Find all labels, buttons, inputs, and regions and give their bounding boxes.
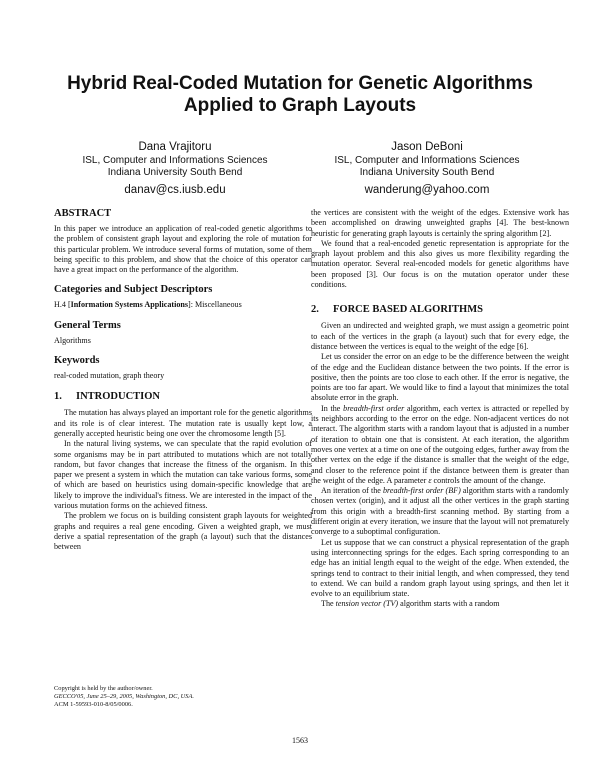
force-paragraph: Let us suppose that we can construct a physical representation of the graph using interconnecting springs for the edges. Each spring corresponding to an edge has an initial length equal to the weight of the edge. When extended, the springs tend to contract to their initial length, and when compressed, they tend to extend. We can build a random graph layout using springs, and then let it evolve to an equilibrium state. — [311, 537, 569, 599]
force-paragraph: The tension vector (TV) algorithm starts with a random — [321, 599, 500, 609]
author-institution: Indiana University South Bend — [359, 167, 495, 178]
right-column — [311, 208, 569, 610]
categories-text: H.4 [Information Systems Applications]: Miscellaneous — [54, 300, 242, 310]
keywords-heading: Keywords — [54, 355, 100, 367]
force-heading: 2. FORCE BASED ALGORITHMS — [311, 304, 483, 316]
author-block-1 — [50, 140, 300, 198]
page-number: 1563 — [292, 736, 308, 745]
author-affiliation: ISL, Computer and Informations Sciences — [334, 155, 520, 166]
author-institution: Indiana University South Bend — [107, 167, 243, 178]
force-paragraph: Given an undirected and weighted graph, we must assign a geometric point to each of the vertices in the graph (a layout) such that for every edge, the distance between the vertices is equal to the weight of the edge [6]. — [311, 321, 569, 351]
force-paragraph: In the breadth-first order algorithm, each vertex is attracted or repelled by its neighbors according to the error on the edge. Non-adjacent vertices do not interact. The algorithm starts with a random layout that is adjusted in a number of iteration to obtain one that is consistent. At each iteration, the algorithm moves one vertex at a time on one of the outgoing edges, further away from the other vertex on the edge if the distance is smaller that the weight of the edge, and closer to the reference point if the distance between them is greater than the weight of the edge. A parameter ε controls the amount of the change. — [311, 403, 570, 485]
intro-paragraph: In the natural living systems, we can speculate that the rapid evolution of some organisms may be in part attributed to mutations which are not totally random, but favor changes that increase the fitness of the organism. In this paper we present a system in which the mutation can take various forms, some of which are based on heuristics using domain-specific knowledge that are likely to improve the individual's fitness. We are interested in the impact of the various mutation forms on the achieved fitness. — [54, 439, 312, 511]
copyright-notice: Copyright is held by the author/owner. GECCO'05, June 25–29, 2005, Washington, DC, USA. ACM 1-59593-010-8/05/0006. — [54, 685, 194, 708]
intro-paragraph: The problem we focus on is building consistent graph layouts for weighted graphs and requires a real gene encoding. Given a weighted graph, we must derive a spatial representation of the graph (a layout) such that the distances between — [54, 511, 312, 552]
intro-continued: the vertices are consistent with the weight of the edges. Extensive work has been accomplished on drawing unweighted graphs [4]. The best-known heuristic for generating graph layouts is certainly the spring algorithm [2]. — [311, 208, 569, 238]
author-name: Dana Vrajitoru — [138, 141, 212, 153]
categories-heading: Categories and Subject Descriptors — [54, 284, 213, 296]
force-paragraph: Let us consider the error on an edge to be the difference between the weight of the edge and the Euclidean distance between the two points. If the error is positive, then the points are too close to each other. If the error is negative, the points are too far apart. We would like to find a layout that minimizes the total absolute error in the graph. — [311, 352, 569, 403]
force-paragraph: An iteration of the breadth-first order (BF) algorithm starts with a randomly chosen vertex (origin), and it adjust all the other vertices in the graph starting from this origin with a breadth-first scanning method. By starting from a different origin at every iteration, we insure that the layout will not prematurely converge to a suboptimal configuration. — [311, 486, 569, 537]
intro-paragraph: The mutation has always played an important role for the genetic algorithms and its role is of clear interest. The mutation rate is usually kept low, a generally accepted heuristic being one over the chromosome length [5]. — [54, 408, 312, 438]
author-affiliation: ISL, Computer and Informations Sciences — [82, 155, 268, 166]
intro-heading: 1. INTRODUCTION — [54, 391, 161, 403]
intro-paragraph: We found that a real-encoded genetic representation is appropriate for the graph layout problem and this also gives us more flexibility regarding the mutation operator. Several real-encoded models for genetic algorithms have been proposed [3]. Our focus is on the mutation operator under these conditions. — [311, 238, 569, 290]
abstract-text: In this paper we introduce an application of real-coded genetic algorithms to the problem of consistent graph layout and exploring the role of mutation for this particular problem. We introduce several forms of mutation, some of them being specific to this problem, and show that the choice of this operator can have a great impact on the performance of the algorithm. — [54, 224, 312, 275]
paper-title — [0, 73, 600, 117]
keywords-text: real-coded mutation, graph theory — [54, 371, 165, 381]
author-block-2 — [302, 140, 552, 198]
left-column — [54, 208, 312, 553]
author-email[interactable]: wanderung@yahoo.com — [364, 184, 490, 196]
general-terms-heading: General Terms — [54, 319, 121, 331]
general-terms-text: Algorithms — [54, 335, 91, 345]
author-email[interactable]: danav@cs.iusb.edu — [124, 184, 226, 196]
author-name: Jason DeBoni — [391, 141, 463, 153]
title-line-1: Hybrid Real-Coded Mutation for Genetic Algorithms — [67, 73, 533, 94]
abstract-heading: ABSTRACT — [54, 208, 112, 219]
title-line-2: Applied to Graph Layouts — [183, 95, 417, 116]
